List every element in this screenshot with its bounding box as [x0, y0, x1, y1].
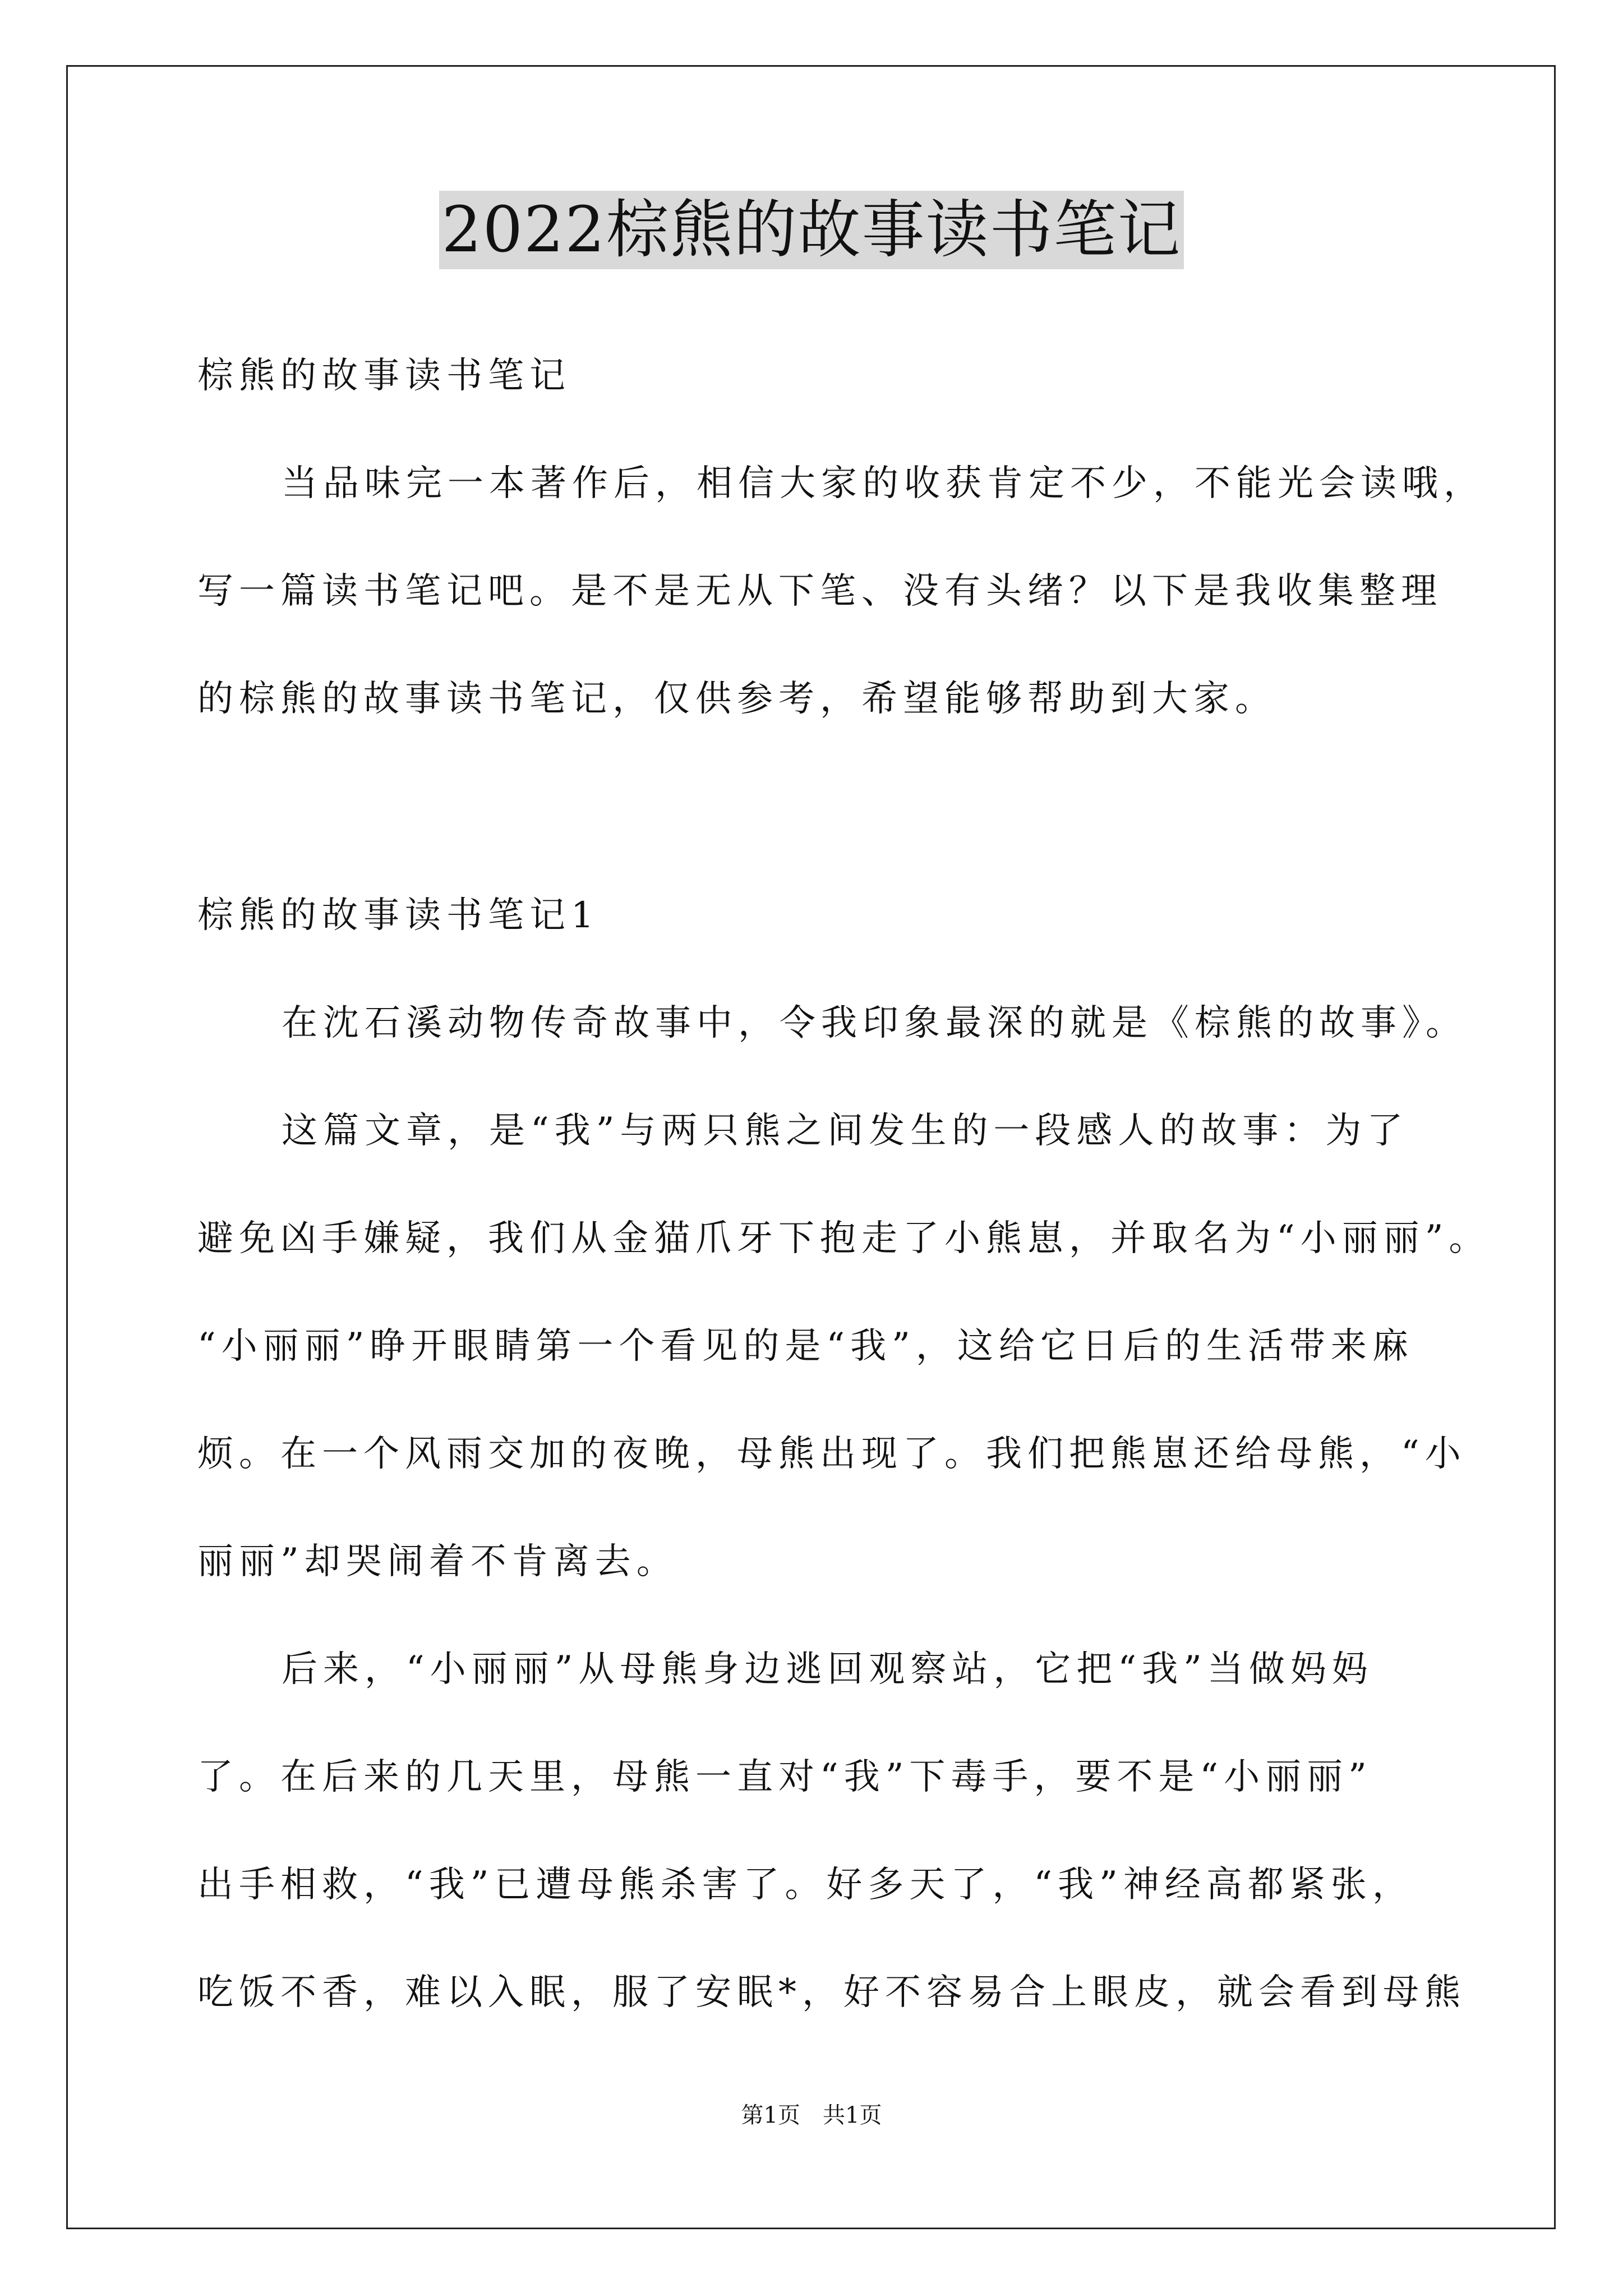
paragraph-line: 避免凶手嫌疑，我们从金猫爪牙下抱走了小熊崽，并取名为“小丽丽”。 [197, 1218, 1491, 1259]
paragraph-line: 了。在后来的几天里，母熊一直对“我”下毒手，要不是“小丽丽” [197, 1756, 1372, 1798]
title-container [0, 191, 1623, 269]
page-footer: 第1页 共1页 [741, 2102, 882, 2128]
paragraph-line: “小丽丽”睁开眼睛第一个看见的是“我”，这给它日后的生活带来麻 [197, 1326, 1414, 1367]
document-title: 2022棕熊的故事读书笔记 [439, 191, 1183, 269]
paragraph-line: 吃饭不香，难以入眠，服了安眠*，好不容易合上眼皮，就会看到母熊 [197, 1972, 1466, 2013]
intro-line-3: 的棕熊的故事读书笔记，仅供参考，希望能够帮助到大家。 [197, 678, 1276, 720]
paragraph-line: 这篇文章，是“我”与两只熊之间发生的一段感人的故事：为了 [282, 1110, 1409, 1152]
intro-line-1: 当品味完一本著作后，相信大家的收获肯定不少，不能光会读哦， [282, 463, 1485, 504]
paragraph-line: 出手相救，“我”已遭母熊杀害了。好多天了，“我”神经高都紧张， [197, 1864, 1414, 1906]
section-heading: 棕熊的故事读书笔记1 [197, 895, 600, 936]
paragraph-line: 在沈石溪动物传奇故事中，令我印象最深的就是《棕熊的故事》。 [282, 1002, 1467, 1044]
paragraph-line: 烦。在一个风雨交加的夜晚，母熊出现了。我们把熊崽还给母熊，“小 [197, 1433, 1467, 1475]
subtitle: 棕熊的故事读书笔记 [197, 355, 571, 397]
paragraph-line: 丽丽”却哭闹着不肯离去。 [197, 1541, 678, 1582]
intro-line-2: 写一篇读书笔记吧。是不是无从下笔、没有头绪？以下是我收集整理 [197, 570, 1442, 612]
paragraph-line: 后来，“小丽丽”从母熊身边逃回观察站，它把“我”当做妈妈 [282, 1649, 1373, 1690]
